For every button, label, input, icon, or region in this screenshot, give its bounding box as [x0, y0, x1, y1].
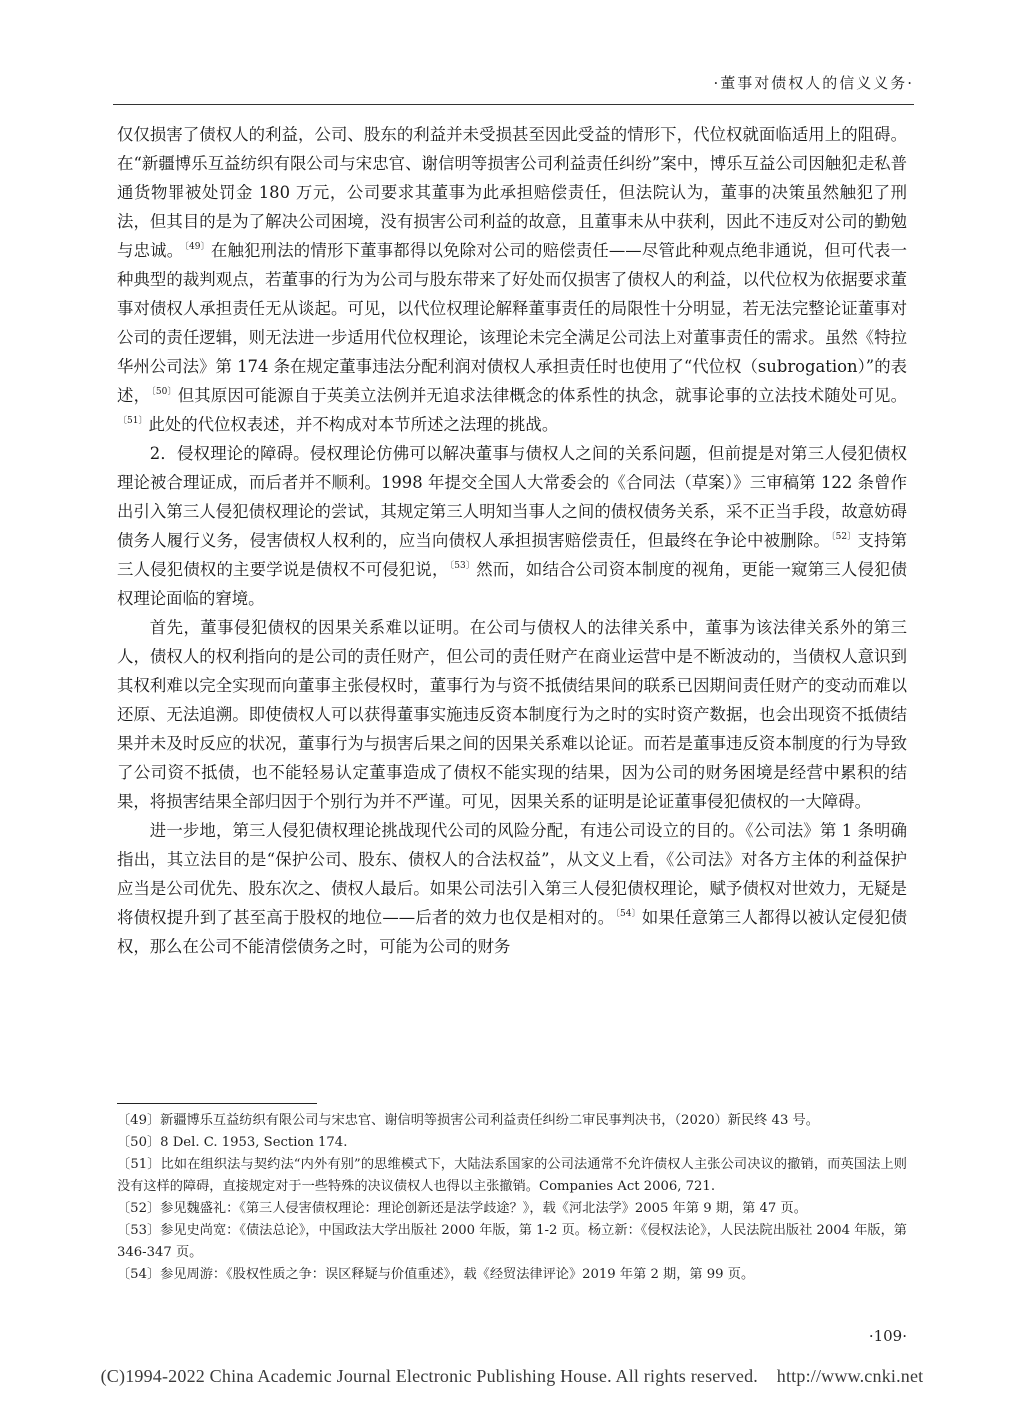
footnote-51: 〔51〕比如在组织法与契约法“内外有别”的思维模式下，大陆法系国家的公司法通常不允许债权人主张公司决议的撤销，而英国法上则没有这样的障碍，直接规定对于一些特殊的决议债权人也得以主张撤销。Companies Act 2006, 721. — [117, 1157, 907, 1194]
footnote-rule — [117, 1103, 317, 1104]
body-text — [117, 120, 907, 961]
copyright-notice: (C)1994-2022 China Academic Journal Electronic Publishing House. All rights reserved. http://www.cnki.net — [100, 1366, 924, 1386]
footnote-ref-51[interactable]: 〔51〕 — [118, 416, 148, 426]
footnote-49: 〔49〕新疆博乐互益纺织有限公司与宋忠官、谢信明等损害公司利益责任纠纷二审民事判决书，（2020）新民终 43 号。 — [117, 1113, 819, 1128]
paragraph-3: 首先，董事侵犯债权的因果关系难以证明。在公司与债权人的法律关系中，董事为该法律关系外的第三人，债权人的权利指向的是公司的责任财产，但公司的责任财产在商业运营中是不断波动的，当债权人意识到其权利难以完全实现而向董事主张侵权时，董事行为与资不抵债结果间的联系已因期间责任财产的变动而难以还原、无法追溯。即使债权人可以获得董事实施违反资本制度行为之时的实时资产数据，也会出现资不抵债结果并未及时反应的状况，董事行为与损害后果之间的因果关系难以论证。而若是董事违反资本制度的行为导致了公司资不抵债，也不能轻易认定董事造成了债权不能实现的结果，因为公司的财务困境是经营中累积的结果，将损害结果全部归因于个别行为并不严谨。可见，因果关系的证明是论证董事侵犯债权的一大障碍。 — [117, 618, 907, 811]
footnotes — [117, 1110, 907, 1286]
footnote-53: 〔53〕参见史尚宽：《债法总论》，中国政法大学出版社 2000 年版，第 1-2 页。杨立新：《侵权法论》，人民法院出版社 2004 年版，第 346-347 页。 — [117, 1223, 907, 1260]
paragraph-1: 仅仅损害了债权人的利益，公司、股东的利益并未受损甚至因此受益的情形下，代位权就面临适用上的阻碍。在“新疆博乐互益纺织有限公司与宋忠官、谢信明等损害公司利益责任纠纷”案中，博乐互益公司因触犯走私普通货物罪被处罚金 180 万元，公司要求其董事为此承担赔偿责任，但法院认为，董事的决策虽然触犯了刑法，但其目的是为了解决公司困境，没有损害公司利益的故意，且董事未从中获利，因此不违反对公司的勤勉与忠诚。$^{〔49〕}$在触犯刑法的情形下董事都得以免除对公司的赔偿责任——尽管此种观点绝非通说，但可代表一种典型的裁判观点，若董事的行为为公司与股东带来了好处而仅损害了债权人的利益，以代位权为依据要求董事对债权人承担责任无从谈起。可见，以代位权理论解释董事责任的局限性十分明显，若无法完整论证董事对公司的责任逻辑，则无法进一步适用代位权理论，该理论未完全满足公司法上对董事责任的需求。虽然《特拉华州公司法》第 174 条在规定董事违法分配利润对债权人承担责任时也使用了“代位权（subrogation）”的表述，$^{〔50〕}$但其原因可能源自于英美立法例并无追求法律概念的体系性的执念，就事论事的立法技术随处可见。$^{〔51〕}$此处的代位权表述，并不构成对本节所述之法理的挑战。 — [117, 125, 908, 434]
paragraph-4: 进一步地，第三人侵犯债权理论挑战现代公司的风险分配，有违公司设立的目的。《公司法》第 1 条明确指出，其立法目的是“保护公司、股东、债权人的合法权益”，从文义上看，《公司法》对各方主体的利益保护应当是公司优先、股东次之、债权人最后。如果公司法引入第三人侵犯债权理论，赋予债权对世效力，无疑是将债权提升到了甚至高于股权的地位——后者的效力也仅是相对的。$^{〔54〕}$如果任意第三人都得以被认定侵犯债权，那么在公司不能清偿债务之时，可能为公司的财务 — [117, 821, 908, 956]
running-head: ·董事对债权人的信义义务· — [713, 74, 914, 92]
footnote-52: 〔52〕参见魏盛礼：《第三人侵害债权理论：理论创新还是法学歧途？》，载《河北法学》2005 年第 9 期，第 47 页。 — [117, 1201, 807, 1216]
footnote-ref-53[interactable]: 〔53〕 — [449, 561, 476, 571]
footnote-ref-50[interactable]: 〔50〕 — [151, 387, 177, 397]
footnote-50: 〔50〕8 Del. C. 1953, Section 174. — [117, 1135, 348, 1150]
page-number: ·109· — [868, 1327, 907, 1345]
header-rule — [113, 104, 914, 105]
footnote-ref-52[interactable]: 〔52〕 — [830, 532, 857, 542]
footnote-ref-49[interactable]: 〔49〕 — [184, 242, 210, 252]
footnote-ref-54[interactable]: 〔54〕 — [615, 909, 641, 919]
footnote-54: 〔54〕参见周游：《股权性质之争：误区释疑与价值重述》，载《经贸法律评论》2019 年第 2 期，第 99 页。 — [117, 1267, 755, 1282]
paragraph-2: 2．侵权理论的障碍。侵权理论仿佛可以解决董事与债权人之间的关系问题，但前提是对第三人侵犯债权理论被合理证成，而后者并不顺利。1998 年提交全国人大常委会的《合同法（草案）》三审稿第 122 条曾作出引入第三人侵犯债权理论的尝试，其规定第三人明知当事人之间的债权债务关系，采不正当手段，故意妨碍债务人履行义务，侵害债权人权利的，应当向债权人承担损害赔偿责任，但最终在争论中被删除。$^{〔52〕}$支持第三人侵犯债权的主要学说是债权不可侵犯说，$^{〔53〕}$然而，如结合公司资本制度的视角，更能一窥第三人侵犯债权理论面临的窘境。 — [117, 444, 908, 608]
